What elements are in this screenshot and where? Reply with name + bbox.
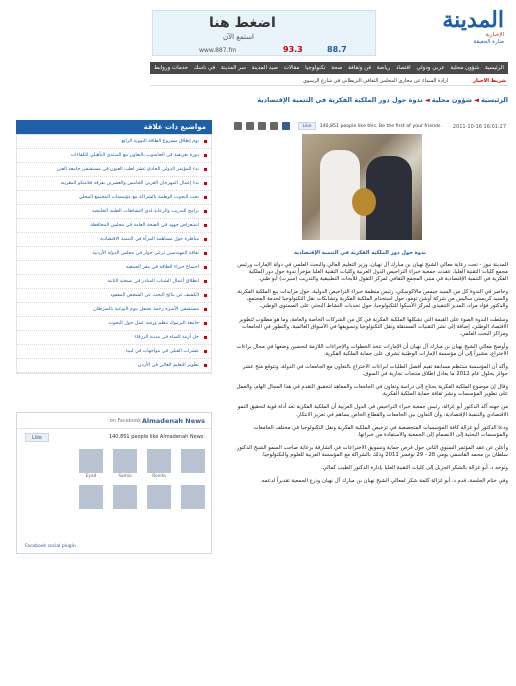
related-topic-link[interactable]: برامج التدريب والرعاية لدى النشاطات الطبية الخليجية [17,205,211,219]
nav-item[interactable]: تكنولوجيا [305,65,326,71]
photo-trophy [352,188,376,216]
nav-item[interactable]: الرئيسية [484,65,504,71]
nav-item[interactable]: مقالات [283,65,300,71]
share-icon[interactable] [282,122,290,130]
article-paragraph: وسلطت الندوة الضوء على القيمة التي تشكلها الملكية الفكرية في كل من الشركات الخاصة والعامة، وما هو مطلوب لتطوير الاقتصاد الوطني، إضافة إلى نشر التقنيات المستقلة ونقل التكنولوجيا وتسويقها في الأسواق العالمية، والتطور في الجامعات ومراكز البحث العلمي. [239,316,508,337]
site-logo[interactable] [392,8,504,52]
fan-avatar[interactable] [181,449,205,473]
main-nav [150,62,508,74]
related-topic-link[interactable]: انطلاق أعمال الشباب المبادر في نسخته الثانية [17,275,211,289]
related-topics [16,120,212,374]
print-icon[interactable] [234,122,242,130]
nav-item[interactable]: خدمات وروابط [154,65,189,71]
related-topic-link[interactable]: يوم إطلاق مشروع الطاقة النووية الرابع [17,135,211,149]
article-paragraph: وفي ختام الجلسة، قدم د. أبو غزالة كلمة شكر لمعالي الشيخ نهيان بن مبارك آل نهيان ودرع الجمعية تقديراً لدعمه. [260,478,508,485]
article-like-button[interactable]: Like [298,122,316,130]
related-topics-title: مواضيع ذات علاقة [16,120,212,134]
facebook-like-box [16,412,212,554]
fan-avatar[interactable] [181,485,205,509]
facebook-likes-count: 140,851 people like Almadenah News. [108,434,205,440]
fan-avatar[interactable] [113,449,137,473]
fan-avatar[interactable] [79,485,103,509]
related-topic-link[interactable]: حل أزمة المياه في مدينة الزرقاء [17,331,211,345]
nav-item[interactable]: صيد المدينة [251,65,278,71]
related-topic-link[interactable]: تطوير التعليم العالي في الأردن [17,359,211,373]
news-ticker [150,77,508,86]
breadcrumb-home[interactable]: الرئيسية [480,96,508,104]
users-icon[interactable] [258,122,266,130]
radio-banner-ad[interactable] [152,10,376,56]
article-paragraph: المدينة نيوز - تحت رعاية معالي الشيخ نهيان بن مبارك آل نهيان، وزير التعليم العالي والبحث العلمي في دولة الإمارات ورئيس مجمع كليات التقنية العليا، عقدت جمعية خبراء التراخيص الدول العربية وكليات التقنية العليا مؤخراً ندوة حول دور الملكية الفكرية في التنمية الإقتصادية في مبنى المجمع الثقافي لمركز التقول للأبحاث التطبيقية والتدريب (سيرت) أبو ظبي. [237,262,508,283]
banner-frequency-1: 93.3 [283,45,303,54]
email-icon[interactable] [246,122,254,130]
article-meta-row [232,122,508,132]
article-paragraph: من جهته أكد الدكتور أبو غزالة، رئيس جمعية خبراء التراخيص في الدول العربية أن الملكية الفكرية تعد أداة قوية لتحقيق النمو الاقتصادي والتنمية الإقتصادية، وأن التعاون بين الجامعات والقطاع الخاص يساهم في تعزيز الابتكار. [237,404,508,418]
related-topic-link[interactable]: اجتماع خبراء الطاقة في مقر الجمعية [17,261,211,275]
article-photo [302,134,422,240]
nav-item[interactable]: فن وثقافة [348,65,371,71]
related-topics-list [16,134,212,374]
related-topic-link[interactable]: بحث البحوث الوطنية بالشراكة مع مؤسسات المجتمع المحلي [17,191,211,205]
article-paragraph: وأكد أن المؤسسة ستنظم مسابقة تقيم أفضل الطلبات لبراءات الاختراع بالتعاون مع الجامعات في الدولة، وتتوقع منح عشر جوائز بحلول عام 2012 ما يعادل إطلاق منتجات تجارية في السوق. [242,364,508,378]
related-topic-link[interactable]: دورة تعريفية في الحاسوب بالتعاون مع المنتدى التأهيلي للكفاءات [17,149,211,163]
breadcrumb [232,96,508,106]
article-body [232,262,508,491]
article-paragraph: ودعا الدكتور أبو غزالة كافة المؤسسات المتخصصة في ترخيص الملكية الفكرية ونقل التكنولوجيا في مختلف الجامعات والمؤسسات البحثية إلى الانضمام إلى الجمعية والاستفادة من خبراتها. [253,424,508,438]
nav-item[interactable]: اقتصاد [395,65,411,71]
article-paragraph: وأوضح معالي الشيخ نهيان بن مبارك آل نهيان أن الإمارات تتخذ الخطوات والإجراءات اللازمة لتحسين وضعها في مجال براءات الاختراع، مشيراً إلى أن مؤسسة الإمارات الوطنية تشرف على حماية الملكية الفكرية. [236,343,508,357]
nav-item[interactable]: صحة [331,65,343,71]
article-paragraph: وحاضر في الندوة كل من السيد جيمس مالاكوسكي، رئيس منظمة خبراء التراخيص الدولية، حول مزايدات بيع الملكية الفكرية، والسيد كريستي ساليس من شركة أوشن تومو، حول استخدام الملكية الفكرية وتشابكات نقل التكنولوجيا لخدمة المجتمع، والدكتور فؤاد مراد، المدير التنفيذي لمركز الأسكوا للتكنولوجيا، حول تحديات النشاط البحثي على المستوى الوطني. [236,289,508,310]
banner-frequency-2: 88.7 [327,45,347,54]
fan-avatar[interactable] [147,485,171,509]
fan-name[interactable]: Samia [118,474,132,479]
related-topic-link[interactable]: جامعة اليرموك تنظم ورشة عمل حول البحوث [17,317,211,331]
article-date: 2011-10-16 16:01:27 [452,124,506,130]
comment-icon[interactable] [270,122,278,130]
logo-tagline: منارة الحقيقة [473,39,504,45]
fan-name[interactable]: Eyad [85,474,97,479]
breadcrumb-section[interactable]: شؤون محلية [431,96,472,104]
article-paragraph: وقال إن موضوع الملكية الفكرية يحتاج إلى دراسة وتعاون في الجامعات والمعاهد لتحقيق التقدم في هذا المجال الهام، والعمل على تطوير المؤسسات ونشر ثقافة حماية الملكية الفكرية. [236,384,508,398]
article-paragraph: وأعلن عن عقد المؤتمر السنوي الثاني حول فرص حماية وتسويق الاختراعات في الشارقة برعاية صاحب السمو الشيخ الدكتور سلطان بن محمد القاسمي يومي 28 - 29 نوفمبر 2011 وذلك بالشراكة مع المؤسسة العربية للعلوم والتكنولوجيا. [236,444,508,458]
banner-subline: استمع الآن [223,33,254,41]
related-topic-link[interactable]: الكشف عن نتائج البحث عن الشخص المفقود [17,289,211,303]
nav-item[interactable]: شؤون محلية [450,65,480,71]
breadcrumb-current: ندوة حول دور الملكية الفكرية في التنمية الإقتصادية [257,96,423,104]
article-paragraph: وتوجه د. أبو غزالة بالشكر الجزيل إلى كليات التقنية العليا بإدارة الدكتور الطيب كمالي. [321,464,508,471]
breadcrumb-separator: ◄ [424,96,430,104]
ticker-label: شريط الاخبار [473,78,506,84]
ticker-text[interactable]: ارادة السماء عن مجاري المجلس الثقافي البريطاني في شارع الرسوي [303,78,448,84]
banner-url: www.887.fm [199,47,237,54]
related-topic-link[interactable]: مستشفى الأميرة رحمة يحتفل بيوم التوعية بالسرطان [17,303,211,317]
related-topic-link[interactable]: عشرات القتلى في مواجهات في ليبيا [17,345,211,359]
nav-item[interactable]: في ناسك [193,65,216,71]
breadcrumb-separator: ◄ [473,96,479,104]
nav-item[interactable]: رياضة [376,65,391,71]
photo-caption: ندوة حول دور الملكية الفكرية في التنمية الإقتصادية [294,250,426,256]
facebook-page-name[interactable]: Almadenah News [141,417,205,425]
nav-item[interactable]: عربي ودولي [416,65,445,71]
logo-name: المدينة [442,7,504,33]
facebook-on-label: on Facebook [109,418,141,424]
related-topic-link[interactable]: بدء إعمال المهرجان العربي الخامس والعشرين بفرقة فلامنكو المغربية [17,177,211,191]
article-fb-likes: 140,851 people like this. Be the first of your friends. [319,124,442,129]
banner-headline: اضغط هنا [209,15,276,31]
nav-item[interactable]: سر المدينة [221,65,246,71]
related-topic-link[interactable]: مناظرة حول مساهمة المرأة في التنمية الاقتصادية [17,233,211,247]
facebook-like-button[interactable]: Like [25,433,49,442]
fan-avatar[interactable] [113,485,137,509]
facebook-header [17,413,211,429]
logo-subtitle: الإخبارية [485,32,504,38]
fan-name[interactable]: Ronda [152,474,166,479]
facebook-plugin-label[interactable]: Facebook social plugin [25,544,76,549]
related-topic-link[interactable]: بدء المؤتمر الدولي الحادي عشر لطب العيون في مستشفى جامعة العين [17,163,211,177]
related-topic-link[interactable]: ثقافة المهندسين ترعى حوار في مجلس الدولة الأردنية [17,247,211,261]
fan-avatar[interactable] [147,449,171,473]
fan-avatar[interactable] [79,449,103,473]
related-topic-link[interactable]: استعراض جهود في الصحة العامة في مجلس المحافظة [17,219,211,233]
